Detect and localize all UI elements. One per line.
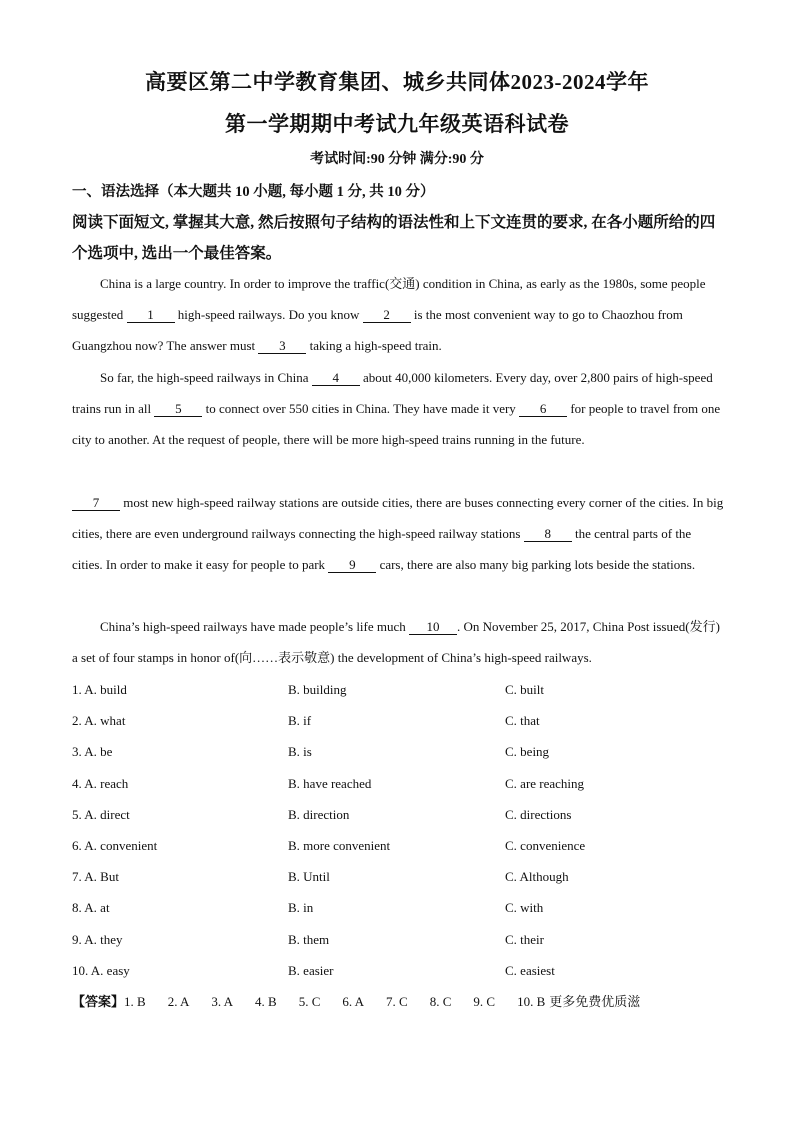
- option-b: B. them: [288, 931, 330, 947]
- answer-label: 【答案】: [72, 995, 125, 1010]
- blank-6: 6: [519, 402, 567, 417]
- passage-text: about 40,000 kilometers. Every day, over 2,800 pairs of high-speed trains run in all: [72, 370, 713, 416]
- passage-text: for people to travel from one city to another. At the request of people, there will be more high-speed trains running in the future.: [72, 401, 721, 447]
- answer-item: 5. C: [298, 994, 321, 1009]
- option-row-4: [72, 772, 732, 803]
- option-a: 9. A. they: [72, 931, 123, 947]
- option-a: 5. A. direct: [72, 806, 130, 822]
- option-row-7: [72, 865, 732, 896]
- option-a: 1. A. build: [72, 682, 127, 697]
- blank-2: 2: [363, 308, 411, 323]
- option-c: C. that: [505, 713, 540, 729]
- option-c: C. with: [505, 900, 544, 916]
- section-heading: 一、语法选择（本大题共 10 小题, 每小题 1 分, 共 10 分）: [72, 184, 435, 200]
- exam-info: 考试时间:90 分钟 满分:90 分: [310, 152, 484, 167]
- option-b: B. is: [288, 744, 312, 760]
- option-c: C. are reaching: [505, 775, 585, 791]
- passage-paragraph-3: [72, 487, 724, 580]
- option-b: B. in: [288, 900, 314, 916]
- answer-item: 6. A: [342, 994, 365, 1009]
- option-row-3: [72, 740, 732, 771]
- option-c: C. convenience: [505, 837, 586, 853]
- exam-title-line1: 高要区第二中学教育集团、城乡共同体2023-2024学年: [145, 70, 649, 94]
- option-b: B. Until: [288, 869, 330, 885]
- exam-title-line2: 第一学期期中考试九年级英语科试卷: [225, 112, 569, 136]
- answer-item: 3. A: [211, 994, 234, 1009]
- option-a: 6. A. convenient: [72, 837, 158, 853]
- option-a: 4. A. reach: [72, 775, 129, 791]
- option-a: 2. A. what: [72, 713, 126, 729]
- answer-item: 7. C: [386, 994, 408, 1009]
- passage-text: is the most convenient way to go to Chaozhou from Guangzhou now? The answer must: [72, 307, 683, 353]
- answer-line: [72, 991, 640, 1010]
- passage-paragraph-4: [72, 611, 724, 673]
- option-b: B. have reached: [288, 775, 372, 791]
- answer-item: 9. C: [473, 994, 496, 1009]
- option-c: C. being: [505, 744, 550, 760]
- answer-item: 10. B: [517, 994, 546, 1009]
- option-b: B. more convenient: [288, 837, 391, 853]
- option-c: C. easiest: [505, 962, 555, 978]
- option-c: C. their: [505, 931, 544, 947]
- blank-4: 4: [312, 371, 360, 386]
- option-b: B. easier: [288, 962, 334, 978]
- option-row-6: [72, 834, 732, 865]
- blank-5: 5: [154, 402, 202, 417]
- answer-item: 8. C: [429, 994, 452, 1009]
- blank-10: 10: [409, 620, 457, 635]
- answer-tail: 更多免费优质滋: [549, 994, 641, 1009]
- answer-item: 4. B: [255, 994, 277, 1009]
- passage-text: cars, there are also many big parking lots beside the stations.: [376, 557, 696, 572]
- option-b: B. building: [288, 682, 347, 697]
- answer-item: 2. A: [167, 994, 190, 1009]
- option-row-10: [72, 959, 732, 990]
- passage-text: to connect over 550 cities in China. They have made it very: [202, 401, 520, 416]
- passage-paragraph-1: [72, 268, 724, 361]
- option-row-2: [72, 709, 732, 740]
- passage-text: most new high-speed railway stations are outside cities, there are buses connecting every corner of the cities. In big cities, there are even underground railways connecting the high-speed railway stations: [72, 495, 724, 541]
- option-a: 10. A. easy: [72, 962, 130, 978]
- passage-text: China’s high-speed railways have made people’s life much: [100, 619, 410, 634]
- passage-text: . On November 25, 2017, China Post issued(发行) a set of four stamps in honor of(向……表示敬意) the development of China’s high-speed railways.: [72, 619, 720, 665]
- option-a: 8. A. at: [72, 900, 110, 916]
- passage-text: taking a high-speed train.: [306, 338, 442, 353]
- option-c: C. built: [505, 682, 545, 697]
- option-row-1: [72, 678, 732, 709]
- passage-text: So far, the high-speed railways in China: [100, 370, 312, 385]
- blank-7: 7: [72, 496, 120, 511]
- passage-text: China is a large country. In order to improve the traffic(交通) condition in China, as early as the 1980s, some people suggested: [72, 276, 706, 322]
- option-c: C. Although: [505, 869, 569, 885]
- option-row-8: [72, 896, 732, 927]
- option-b: B. if: [288, 713, 312, 729]
- blank-9: 9: [328, 558, 376, 573]
- option-row-9: [72, 928, 732, 959]
- section-instructions: 阅读下面短文, 掌握其大意, 然后按照句子结构的语法性和上下文连贯的要求, 在各小题所给的四个选项中, 选出一个最佳答案。: [72, 214, 716, 262]
- passage-text: high-speed railways. Do you know: [174, 307, 363, 322]
- passage-paragraph-2: [72, 362, 724, 455]
- option-a: 7. A. But: [72, 869, 119, 885]
- option-row-5: [72, 803, 732, 834]
- options-list: [72, 678, 732, 990]
- answer-item: 1. B: [124, 994, 146, 1009]
- passage-text: the central parts of the cities. In order to make it easy for people to park: [72, 526, 692, 572]
- blank-1: 1: [127, 308, 175, 323]
- option-a: 3. A. be: [72, 744, 113, 760]
- option-c: C. directions: [505, 806, 572, 822]
- blank-8: 8: [524, 527, 572, 542]
- option-b: B. direction: [288, 806, 350, 822]
- blank-3: 3: [258, 339, 306, 354]
